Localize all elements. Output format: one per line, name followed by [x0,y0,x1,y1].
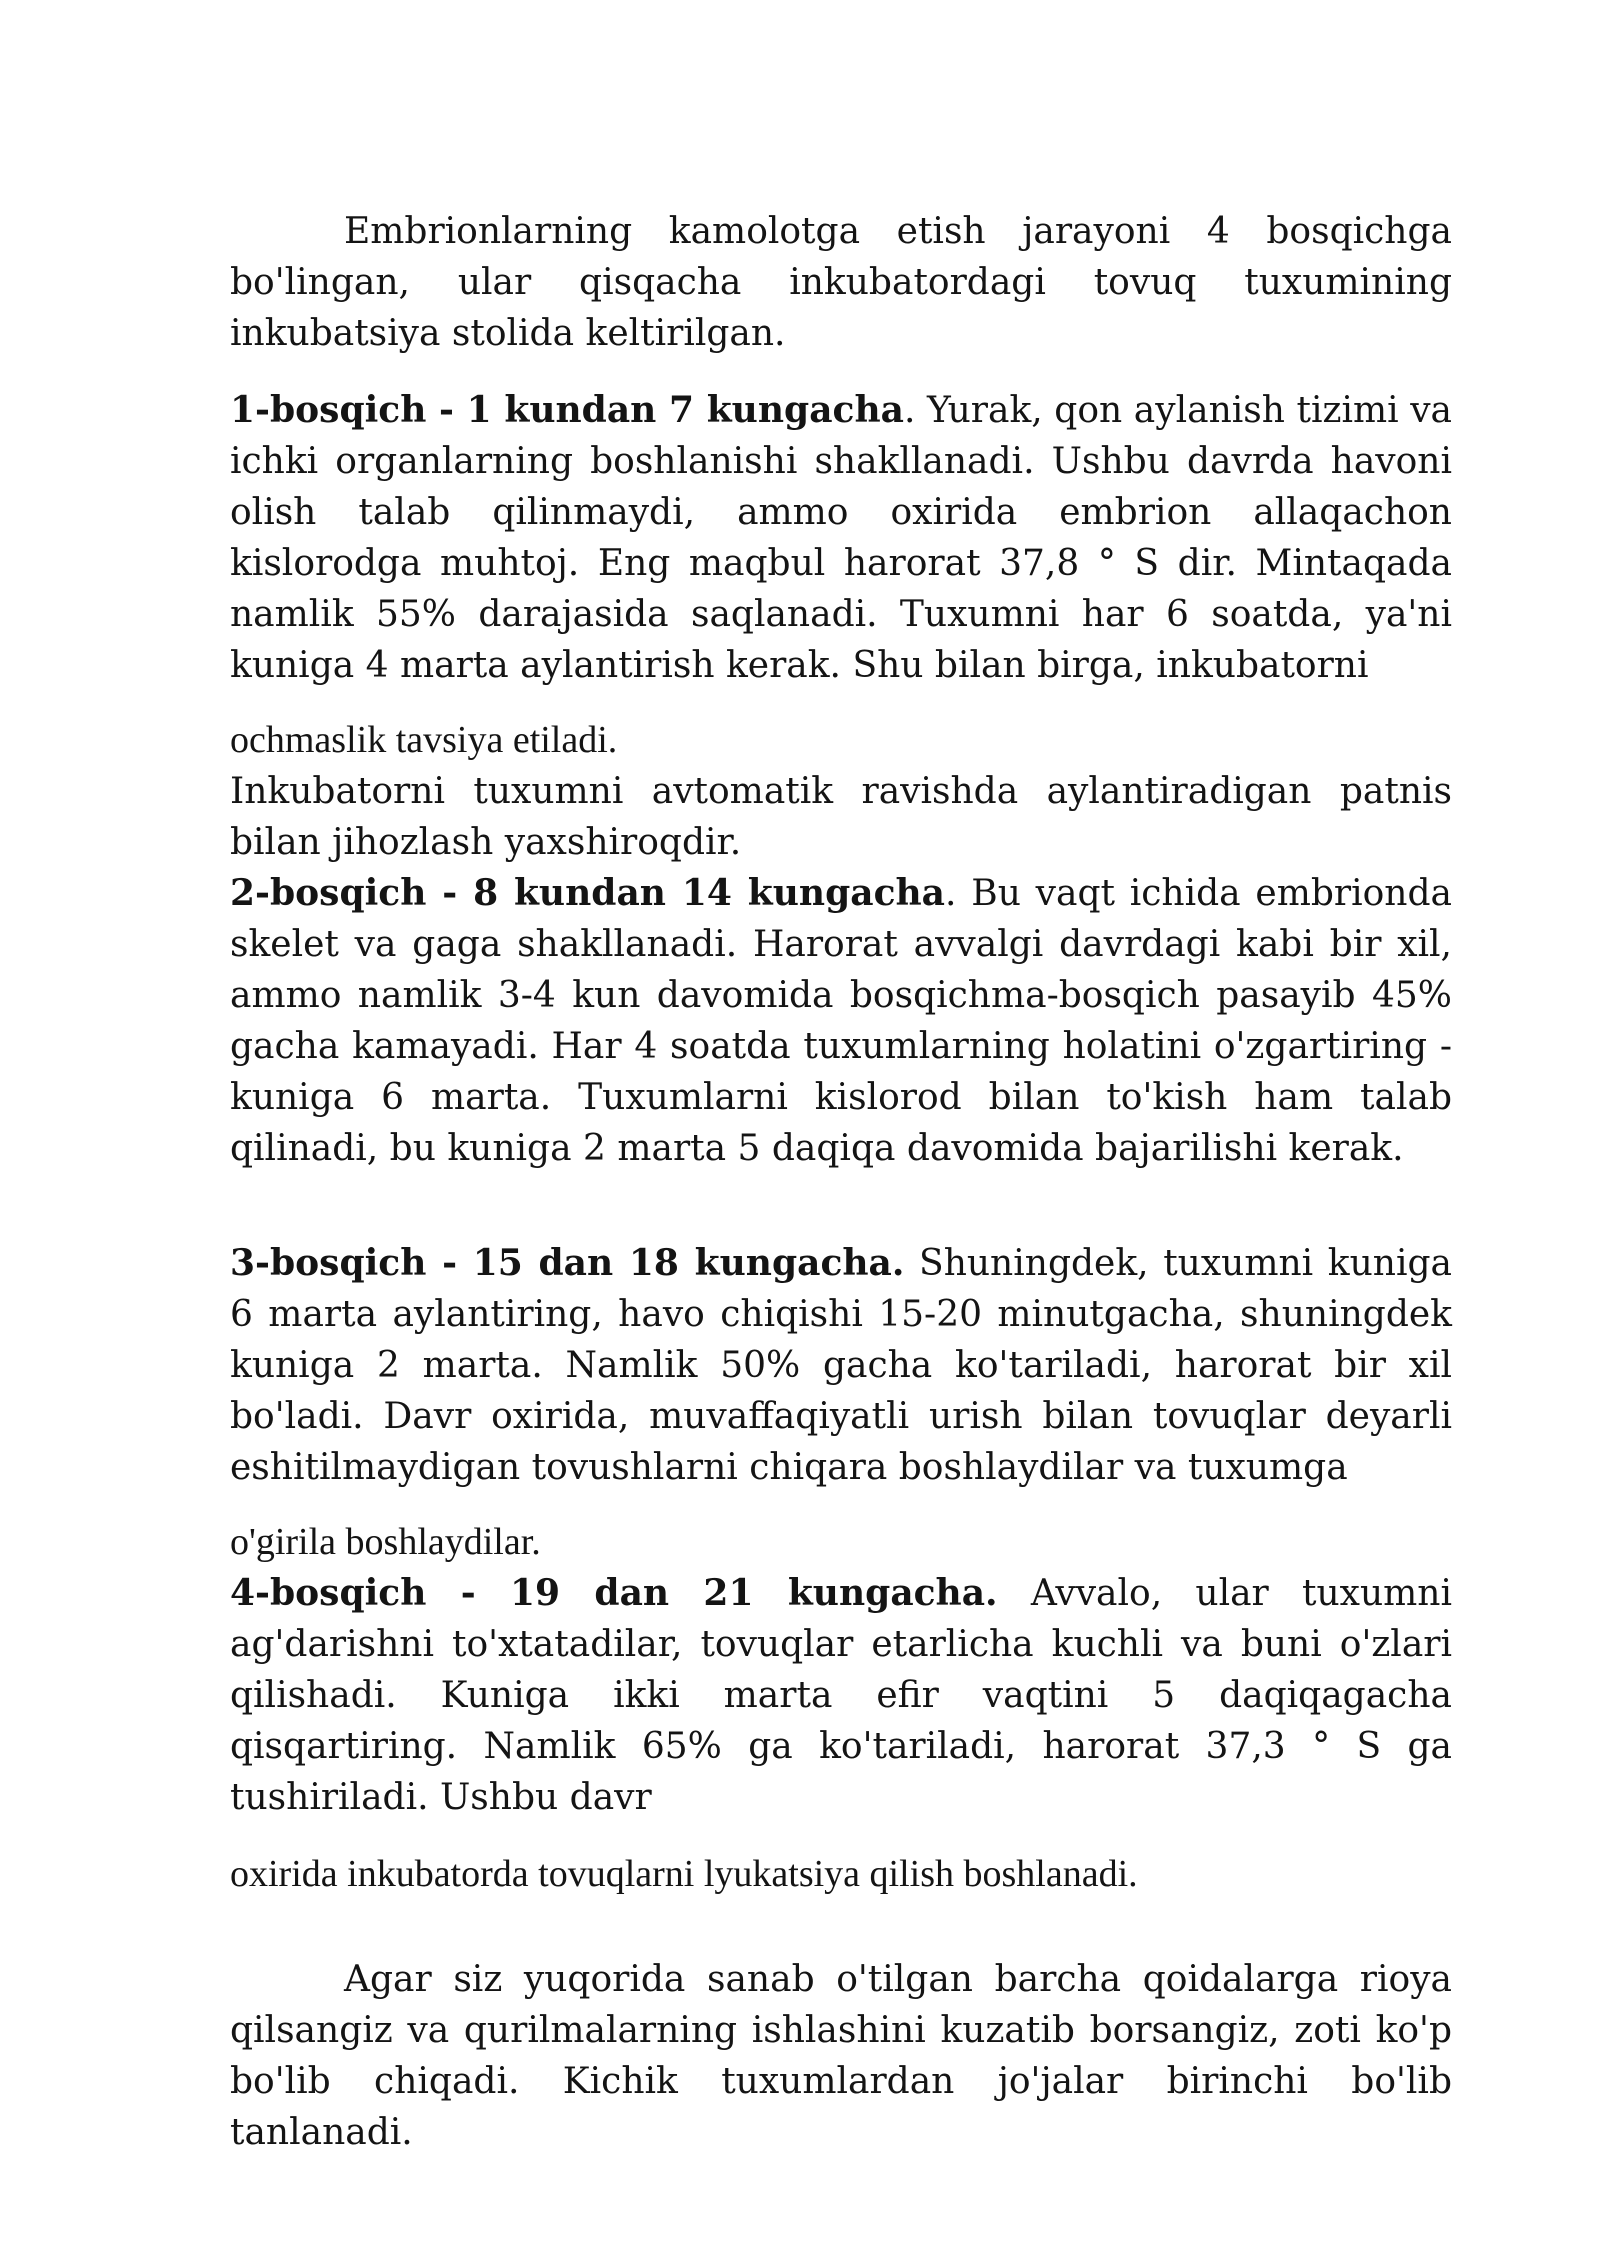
intro-paragraph: Embrionlarning kamolotga etish jarayoni 4 bosqichga bo'lingan, ular qisqacha inkubatordagi tovuq tuxumining inkubatsiya stolida keltirilgan. [230,211,1452,354]
stage-2-paragraph [230,868,1452,1174]
stage-3-heading: 3-bosqich - 15 dan 18 kungacha. [230,1242,905,1284]
stage-2-text: . Bu vaqt ichida embrionda skelet va gaga shakllanadi. Harorat avvalgi davrdagi kabi bir xil, ammo namlik 3-4 kun davomida bosqichma-bosqich pasayib 45% gacha kamayadi. Har 4 soatda tuxumlarning holatini o'zgartiring - kuniga 6 marta. Tuxumlarni kislorod bilan to'kish ham talab qilinadi, bu kuniga 2 marta 5 daqiqa davomida bajarilishi kerak. [230,873,1452,1169]
stage-3-tail: o'girila boshlaydilar. [230,1521,541,1563]
stage-1-text: . Yurak, qon aylanish tizimi va ichki organlarning boshlanishi shakllanadi. Ushbu davrda havoni olish talab qilinmaydi, ammo oxirida embrion allaqachon kislorodga muhtoj. Eng maqbul harorat 37,8 ° S dir. Mintaqada namlik 55% darajasida saqlanadi. Tuxumni har 6 soatda, ya'ni kuniga 4 marta aylantirish kerak. Shu bilan birga, inkubatorni [230,390,1452,686]
conclusion-paragraph: Agar siz yuqorida sanab o'tilgan barcha qoidalarga rioya qilsangiz va qurilmalarning ishlashini kuzatib borsangiz, zoti ko'p bo'lib chiqadi. Kichik tuxumlardan jo'jalar birinchi bo'lib tanlanadi. [230,1959,1452,2153]
stage-1-heading: 1-bosqich - 1 kundan 7 kungacha [230,389,904,431]
stage-1-tail: ochmaslik tavsiya etiladi. [230,719,618,761]
stage-4-paragraph [230,1568,1452,1823]
document-page [230,206,1452,2158]
stage-3-paragraph [230,1238,1452,1493]
stage-4-tail: oxirida inkubatorda tovuqlarni lyukatsiya qilish boshlanadi. [230,1853,1138,1895]
stage-1-paragraph [230,385,1452,691]
stage-1-extra: Inkubatorni tuxumni avtomatik ravishda aylantiradigan patnis bilan jihozlash yaxshiroqdir. [230,771,1452,863]
stage-4-heading: 4-bosqich - 19 dan 21 kungacha. [230,1572,998,1614]
stage-3-text: Shuningdek, tuxumni kuniga 6 marta aylantiring, havo chiqishi 15-20 minutgacha, shuningdek kuniga 2 marta. Namlik 50% gacha ko'tariladi, harorat bir xil bo'ladi. Davr oxirida, muvaffaqiyatli urish bilan tovuqlar deyarli eshitilmaydigan tovushlarni chiqara boshlaydilar va tuxumga [230,1243,1452,1488]
stage-4-text: Avvalo, ular tuxumni ag'darishni to'xtatadilar, tovuqlar etarlicha kuchli va buni o'zlari qilishadi. Kuniga ikki marta efir vaqtini 5 daqiqagacha qisqartiring. Namlik 65% ga ko'tariladi, harorat 37,3 ° S ga tushiriladi. Ushbu davr [230,1573,1452,1818]
stage-2-heading: 2-bosqich - 8 kundan 14 kungacha [230,872,946,914]
